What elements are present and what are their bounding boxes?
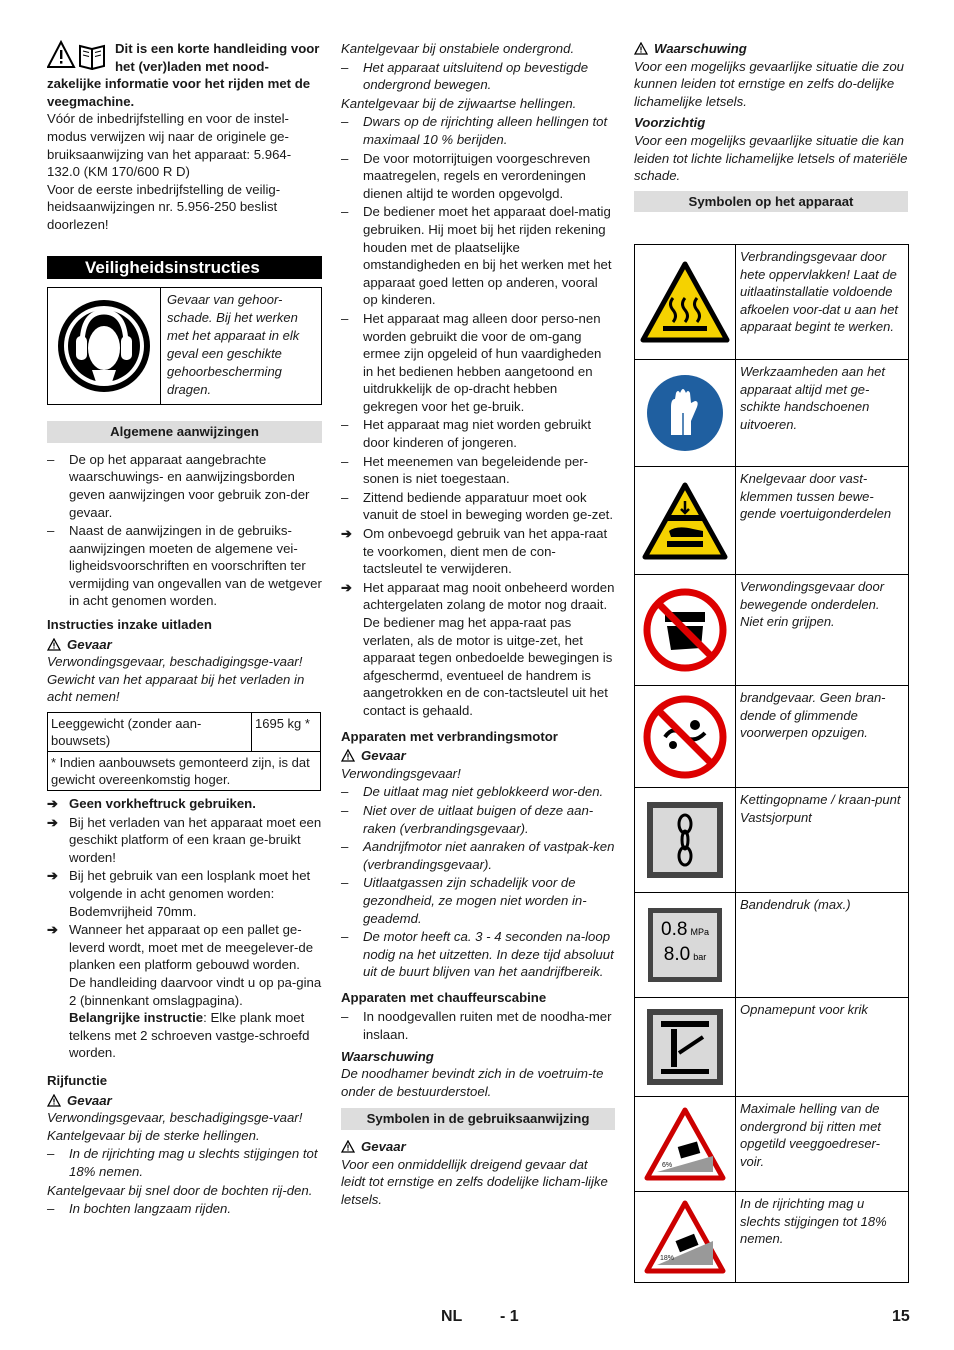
- list-item: – In bochten langzaam rijden.: [47, 1201, 232, 1217]
- table-row: [635, 685, 908, 787]
- crush-hazard-icon: [641, 481, 729, 561]
- intro-p1: Vóór de inbedrijfstelling en voor de instel-modus verwijzen wij naar de originele ge-bruiksaanwijzing van het apparaat: 5.964-132.0 (KM 170/600 R D): [47, 111, 292, 180]
- chain-icon: [645, 800, 725, 880]
- list-item: – Het apparaat uitsluitend op bevestigde ondergrond bewegen.: [341, 59, 589, 93]
- list-item: – In noodgevallen ruiten met de noodha-mer inslaan.: [341, 1009, 612, 1043]
- combustion-text-1: Verwondingsgevaar!: [341, 765, 461, 781]
- manual-symbols-heading: Symbolen in de gebruiksaanwijzing: [341, 1108, 615, 1130]
- list-item: – De voor motorrijtuigen voorgeschreven maatregelen, regels en verordeningen dienen altijd te worden opgevolgd.: [341, 150, 591, 201]
- danger-label: Gevaar: [341, 1138, 615, 1156]
- col2-text-2: Kantelgevaar bij de zijwaartse hellingen.: [341, 95, 577, 111]
- table-row: [635, 1096, 908, 1191]
- list-item: – De motor heeft ca. 3 - 4 seconden na-loop nodig na het uitzetten. In deze tijd absoluut uit de buurt blijven van het aandrijfbereik.: [341, 929, 614, 980]
- symbol-text: brandgevaar. Geen bran-dende of glimmende voorwerpen opzuigen.: [740, 690, 886, 741]
- list-item: ➔ Om onbevoegd gebruik van het appa-raat te voorkomen, dient men de con-tactsleutel te verwijderen.: [341, 526, 608, 577]
- slope-percent: 18%: [660, 1255, 675, 1262]
- list-item: – Het meenemen van begeleidende per-sonen is niet toegestaan.: [341, 453, 589, 487]
- cabin-heading: Apparaten met chauffeurscabine: [341, 989, 547, 1005]
- ear-protection-icon: [56, 298, 152, 394]
- weight-value: 1695 kg *: [252, 713, 321, 752]
- weight-note: * Indien aanbouwsets gemonteerd zijn, is dat gewicht overeenkomstig hoger.: [48, 752, 321, 791]
- table-row: [635, 245, 908, 359]
- list-item: – Het apparaat mag niet worden gebruikt door kinderen of jongeren.: [341, 417, 591, 451]
- device-symbols-table: [634, 244, 909, 1283]
- unloading-heading: Instructies inzake uitladen: [47, 617, 212, 633]
- intro: [47, 40, 322, 234]
- caution-definition: Voor een mogelijks gevaarlijke situatie die kan leiden tot lichte lichamelijke letsels of materiële schade.: [634, 132, 908, 184]
- column-1: [47, 40, 322, 1219]
- unloading-text-2: Gewicht van het apparaat bij het verladen in acht nemen!: [47, 671, 305, 705]
- pressure-mpa: 0.8: [661, 919, 688, 940]
- driving-heading: Rijfunctie: [47, 1072, 108, 1088]
- section-title: Veiligheidsinstructies: [47, 256, 322, 280]
- list-item: – Dwars op de rijrichting alleen hellingen tot maximaal 10 % berijden.: [341, 114, 608, 147]
- danger-label: Gevaar: [47, 636, 322, 654]
- list-item: – Naast de aanwijzingen in de gebruiks-aanwijzingen moeten de algemene vei-ligheidsvoorschriften en voorschriften ter vermijding van ongevallen van de wetgever in acht genomen worden.: [47, 523, 322, 609]
- symbol-text: Bandendruk (max.): [740, 897, 851, 912]
- warning-triangle-icon: [341, 1140, 355, 1153]
- general-heading: Algemene aanwijzingen: [47, 421, 322, 443]
- warning-label: Waarschuwing: [341, 1048, 434, 1064]
- symbol-text: In de rijrichting mag u slechts stijgingen tot 18% nemen.: [740, 1196, 887, 1247]
- warning-label: Waarschuwing: [634, 40, 908, 58]
- footer-language: NL: [441, 1308, 463, 1325]
- gloves-icon: [645, 373, 725, 453]
- unloading-text-1: Verwondingsgevaar, beschadigingsge-vaar!: [47, 654, 303, 670]
- hearing-warning-box: [47, 287, 322, 405]
- hot-surface-icon: [639, 260, 731, 344]
- driving-text-1: Verwondingsgevaar, beschadigingsge-vaar!: [47, 1110, 303, 1126]
- pressure-mpa-unit: MPa: [690, 927, 709, 937]
- column-2: [341, 40, 615, 1208]
- warning-triangle-icon: [634, 42, 648, 55]
- symbol-text: Opnamepunt voor krik: [740, 1002, 868, 1017]
- slope-drive-icon: [643, 1199, 727, 1275]
- slope-percent: 6%: [662, 1162, 673, 1169]
- symbol-text: Knelgevaar door vast-klemmen tussen bewe-gende voertuigonderdelen: [740, 471, 892, 522]
- list-item: – Aandrijfmotor niet aanraken of vastpak-ken (verbrandingsgevaar).: [341, 839, 615, 872]
- list-item: ➔ Bij het gebruik van een losplank moet het volgende in acht genomen worden: Bodemvrijheid 70mm.: [47, 868, 311, 919]
- list-item: ➔ Wanneer het apparaat op een pallet ge-leverd wordt, moet met de meegelever-de planken een platform gebouwd worden. De handleiding daarvoor vindt u op pa-gina 2 (binnenkant omslagpagina). Belangrijke instructie: Elke plank moet telkens met 2 schroeven vastge-schroefd worden.: [47, 922, 322, 1061]
- table-row: [635, 997, 908, 1096]
- pressure-bar: 8.0: [663, 944, 691, 965]
- table-row: [635, 466, 908, 574]
- list-item: – Het apparaat mag alleen door perso-nen worden gebruikt die voor de om-gang ermee zijn opgeleid of hun vaardigheden in het bedienen hebben aangetoond en uitdrukkelijk de op-dracht hebben gekregen voor het ge-bruik.: [341, 310, 602, 414]
- intro-bold: Dit is een korte handleiding voor het (ver)laden met nood-zakelijke informatie voor het rijden met de veegmachine.: [47, 41, 320, 109]
- symbol-text: Verwondingsgevaar door bewegende onderdelen. Niet erin grijpen.: [740, 579, 885, 630]
- table-row: [635, 892, 908, 997]
- table-row: [635, 359, 908, 466]
- warning-definition: Voor een mogelijks gevaarlijke situatie die zou kunnen leiden tot ernstige en zelfs do-delijke lichamelijke letsels.: [634, 58, 905, 109]
- warning-triangle-icon: [341, 749, 355, 762]
- combustion-heading: Apparaten met verbrandingsmotor: [341, 728, 558, 744]
- caution-label: Voorzichtig: [634, 115, 706, 131]
- tire-pressure-icon: [648, 908, 722, 982]
- danger-label: Gevaar: [47, 1092, 322, 1110]
- symbol-text: Kettingopname / kraan-punt Vastsjorpunt: [740, 792, 901, 825]
- pressure-bar-unit: bar: [693, 952, 707, 962]
- list-item: – Zittend bediende apparatuur moet ook vanuit de stoel in beweging worden ge-zet.: [341, 489, 613, 523]
- warning-triangle-icon: [47, 1094, 61, 1107]
- hearing-warning-text: Gevaar van gehoor-schade. Bij het werken met het apparaat in elk geval een geschikte gehoorbescherming dragen.: [167, 292, 300, 398]
- list-item: – Uitlaatgassen zijn schadelijk voor de gezondheid, ze mogen niet worden in-geademd.: [341, 875, 587, 926]
- device-symbols-heading: Symbolen op het apparaat: [634, 191, 908, 213]
- symbol-text: Verbrandingsgevaar door hete oppervlakken! Laat de uitlaatinstallatie voldoende afkoelen voor-dat u aan het apparaat begint te werken.: [740, 249, 899, 335]
- page-number: 15: [892, 1308, 910, 1325]
- list-item: – De uitlaat mag niet geblokkeerd wor-den.: [341, 784, 604, 800]
- footer-page-ref: - 1: [500, 1308, 519, 1325]
- driving-text-2: Kantelgevaar bij de sterke hellingen.: [47, 1127, 260, 1143]
- cabin-text-1: De noodhamer bevindt zich in de voetruim-te onder de bestuurderstoel.: [341, 1066, 604, 1099]
- col2-text-1: Kantelgevaar bij onstabiele ondergrond.: [341, 41, 575, 56]
- weight-table: [47, 712, 321, 791]
- list-item: – In de rijrichting mag u slechts stijgingen tot 18% nemen.: [47, 1146, 318, 1179]
- danger-label: Gevaar: [341, 747, 615, 765]
- list-item: ➔ Geen vorkheftruck gebruiken.: [47, 796, 256, 812]
- driving-text-3: Kantelgevaar bij snel door de bochten rij-den.: [47, 1182, 313, 1198]
- symbol-text: Maximale helling van de ondergrond bij ritten met opgetild veeggoedreser-voir.: [740, 1101, 881, 1169]
- no-reach-icon: [643, 588, 727, 672]
- intro-p2: Voor de eerste inbedrijfstelling de veilig-heidsaanwijzingen nr. 5.956-250 beslist doorlezen!: [47, 181, 281, 232]
- list-item: ➔ Het apparaat mag nooit onbeheerd worden achtergelaten zolang de motor nog draait. De bediener mag het appa-raat pas verlaten, als de motor is uitge-zet, het apparaat tegen onbedoelde bewegingen is afgeschermd, eventueel de handrem is aangetrokken en de con-tactsleutel uit het contact is gehaald.: [341, 579, 615, 718]
- list-item: ➔ Bij het verladen van het apparaat moet een geschikt platform of een kraan ge-bruikt worden!: [47, 814, 322, 865]
- table-row: [635, 787, 908, 892]
- danger-definition: Voor een onmiddellijk dreigend gevaar dat leidt tot ernstige en zelfs dodelijke licham-lijke letsels.: [341, 1156, 608, 1207]
- warning-manual-icon: [47, 40, 109, 70]
- slope-max-icon: [643, 1106, 727, 1182]
- warning-triangle-icon: [47, 638, 61, 651]
- table-row: [635, 1191, 908, 1282]
- list-item: – De op het apparaat aangebrachte waarschuwings- en aanwijzingsborden geven aanwijzingen voor gebruik zon-der gevaar.: [47, 451, 310, 520]
- list-item: – De bediener moet het apparaat doel-matig gebruiken. Hij moet bij het rijden rekening houden met de plaatselijke omstandigheden en bij het werken met het apparaat goed letten op anderen, vooral op kinderen.: [341, 204, 612, 308]
- weight-label: Leeggewicht (zonder aan-bouwsets): [48, 713, 252, 752]
- no-fire-icon: [643, 695, 727, 779]
- table-row: [635, 574, 908, 685]
- symbol-text: Werkzaamheden aan het apparaat altijd met ge-schikte handschoenen uitvoeren.: [740, 364, 886, 432]
- jack-point-icon: [645, 1007, 725, 1087]
- column-3: [634, 40, 908, 220]
- list-item: – Niet over de uitlaat buigen of deze aan-raken (verbrandingsgevaar).: [341, 802, 594, 836]
